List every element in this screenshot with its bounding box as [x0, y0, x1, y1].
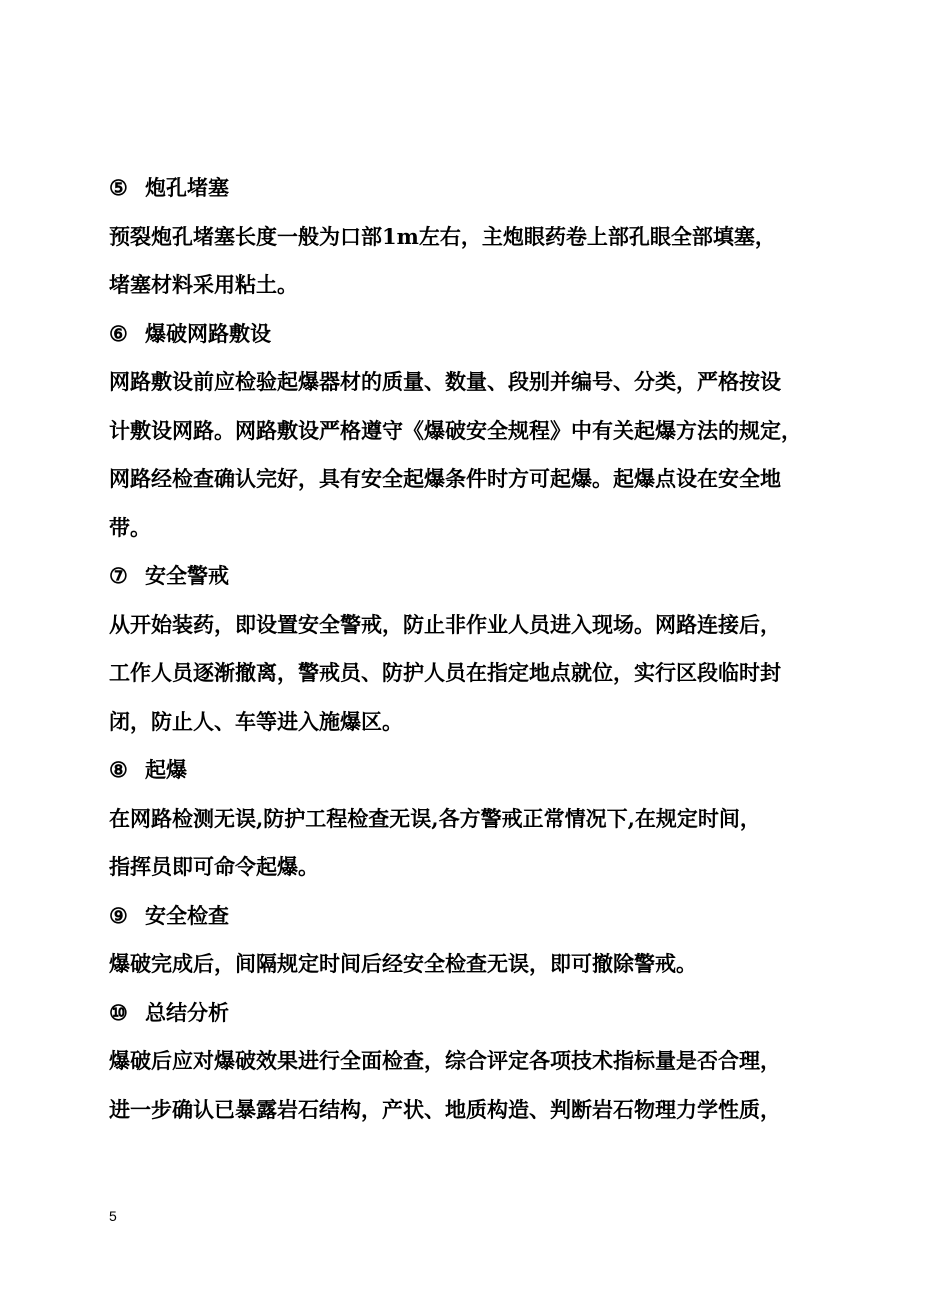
paragraph-line: 进一步确认已暴露岩石结构，产状、地质构造、判断岩石物理力学性质， [109, 1096, 781, 1122]
paragraph-line: 指挥员即可命令起爆。 [109, 854, 319, 879]
section-title: 安全检查 [145, 902, 229, 928]
paragraph-line: 预裂炮孔堵塞长度一般为口部1m左右，主炮眼药卷上部孔眼全部填塞， [109, 223, 776, 249]
paragraph-line: 爆破完成后，间隔规定时间后经安全检查无误，即可撤除警戒。 [109, 951, 697, 976]
section-title: 起爆 [145, 757, 187, 782]
section-title: 安全警戒 [145, 563, 229, 588]
section-title: 总结分析 [145, 999, 229, 1025]
section-number: ⑧ [109, 757, 128, 782]
paragraph-line: 工作人员逐渐撤离，警戒员、防护人员在指定地点就位，实行区段临时封 [109, 660, 781, 685]
paragraph-line: 在网路检测无误,防护工程检查无误,各方警戒正常情况下,在规定时间， [109, 805, 761, 831]
paragraph-line: 带。 [109, 514, 151, 540]
paragraph-line: 爆破后应对爆破效果进行全面检查，综合评定各项技术指标量是否合理， [109, 1048, 781, 1073]
section-number: ⑩ [109, 999, 128, 1025]
section-heading [109, 746, 854, 795]
paragraph-line: 从开始装药，即设置安全警戒，防止非作业人员进入现场。网路连接后， [109, 611, 781, 637]
paragraph-line: 闭，防止人、车等进入施爆区。 [109, 708, 403, 734]
section-heading [109, 310, 854, 359]
section-number: ⑤ [109, 175, 128, 200]
section-heading [109, 164, 854, 213]
section-number: ⑥ [109, 320, 128, 346]
paragraph-line: 堵塞材料采用粘土。 [109, 272, 298, 297]
paragraph-line: 网路经检查确认完好，具有安全起爆条件时方可起爆。起爆点设在安全地 [109, 466, 781, 491]
section-number: ⑦ [109, 563, 128, 588]
section-heading [109, 892, 854, 941]
paragraph-line: 计敷设网路。网路敷设严格遵守《爆破安全规程》中有关起爆方法的规定， [109, 417, 802, 443]
section-heading [109, 552, 854, 601]
paragraph-line: 网路敷设前应检验起爆器材的质量、数量、段别并编号、分类，严格按设 [109, 369, 781, 394]
page-number: 5 [109, 1208, 117, 1224]
section-heading [109, 989, 854, 1038]
document-body [109, 164, 854, 1134]
section-number: ⑨ [109, 902, 128, 928]
section-title: 炮孔堵塞 [145, 175, 229, 200]
section-title: 爆破网路敷设 [145, 320, 271, 346]
